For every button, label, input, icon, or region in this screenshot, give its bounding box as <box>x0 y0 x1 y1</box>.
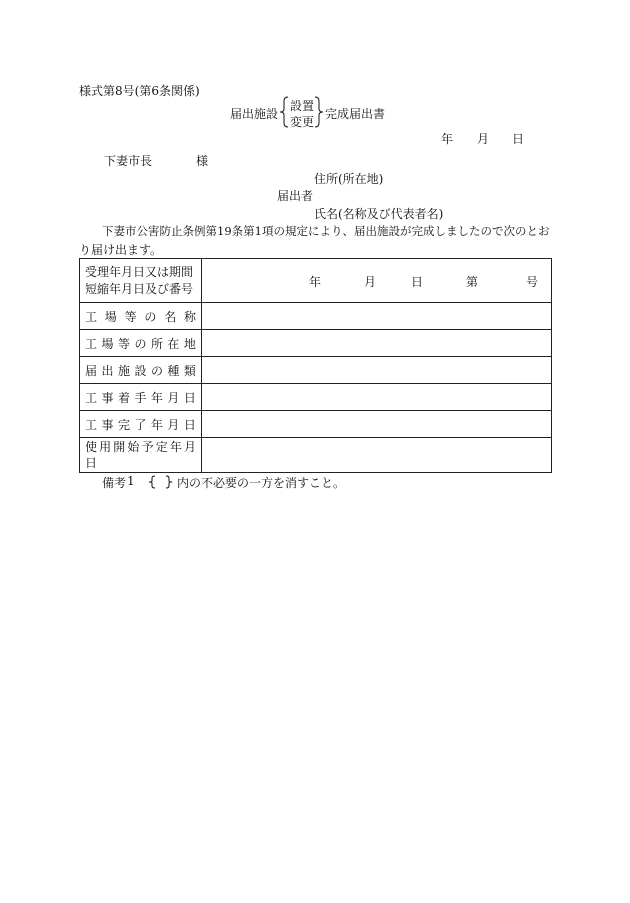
row-value-cell <box>202 330 552 357</box>
form-number: 様式第8号(第6条関係) <box>79 84 200 98</box>
row-label-cell <box>80 384 202 411</box>
row-label-factory-location: 工 場 等 の 所 在 地 <box>85 336 196 351</box>
remarks-text: 内の不必要の一方を消すこと。 <box>177 476 346 490</box>
receipt-year: 年 <box>309 275 322 289</box>
remarks-label: 備考 <box>102 476 127 490</box>
row-label-facility-type: 届 出 施 設 の 種 類 <box>85 363 196 378</box>
title-option-change: 変更 <box>290 115 315 129</box>
body-text-line2: り届け出ます。 <box>79 243 163 257</box>
row-label-usage-start-line2: 日 <box>85 456 98 470</box>
table-row-usage-start <box>80 438 552 473</box>
table-row <box>80 303 552 330</box>
receipt-label-line1: 受理年月日又は期間 <box>85 264 194 279</box>
row-label-construction-end: 工 事 完 了 年 月 日 <box>85 417 196 432</box>
completion-form-table <box>79 258 552 473</box>
row-label-cell <box>80 330 202 357</box>
row-value-cell <box>202 411 552 438</box>
row-label-usage-start-line1: 使 用 開 始 予 定 年 月 <box>85 440 196 454</box>
table-row <box>80 384 552 411</box>
table-row-receipt <box>80 259 552 303</box>
row-label-factory-name: 工 場 等 の 名 称 <box>85 309 196 324</box>
right-brace-icon <box>314 96 324 128</box>
row-label-cell <box>80 357 202 384</box>
table-row <box>80 411 552 438</box>
receipt-go: 号 <box>526 275 539 289</box>
row-value-cell <box>202 438 552 473</box>
row-label-cell <box>80 438 202 473</box>
receipt-label-cell <box>80 259 202 303</box>
applicant-name-label: 氏名(名称及び代表者名) <box>314 207 444 221</box>
row-label-cell <box>80 411 202 438</box>
addressee-honorific: 様 <box>196 154 209 168</box>
receipt-dai: 第 <box>466 275 479 289</box>
row-value-cell <box>202 303 552 330</box>
table-row <box>80 330 552 357</box>
document-title <box>230 96 410 128</box>
small-left-brace-icon <box>148 475 156 489</box>
row-label-construction-start: 工 事 着 手 年 月 日 <box>85 390 196 405</box>
title-option-setting: 設置 <box>290 99 315 113</box>
small-right-brace-icon <box>165 475 173 489</box>
applicant-role-label: 届出者 <box>277 189 314 203</box>
receipt-day: 日 <box>411 275 424 289</box>
title-prefix: 届出施設 <box>230 107 279 121</box>
row-label-cell <box>80 303 202 330</box>
receipt-month: 月 <box>364 275 377 289</box>
addressee-name: 下妻市長 <box>104 154 153 168</box>
table-row <box>80 357 552 384</box>
applicant-address-label: 住所(所在地) <box>314 172 384 186</box>
remarks-number: 1 <box>127 474 135 488</box>
receipt-label-line2: 短縮年月日及び番号 <box>85 281 194 296</box>
title-suffix: 完成届出書 <box>325 107 386 121</box>
body-text-line1: 下妻市公害防止条例第19条第1項の規定により、届出施設が完成しましたので次のとお <box>102 224 550 238</box>
date-day: 日 <box>512 132 525 146</box>
row-value-cell <box>202 384 552 411</box>
row-value-cell <box>202 357 552 384</box>
date-year: 年 <box>441 132 454 146</box>
left-brace-icon <box>279 96 289 128</box>
date-month: 月 <box>477 132 490 146</box>
receipt-value-cell <box>202 259 552 303</box>
